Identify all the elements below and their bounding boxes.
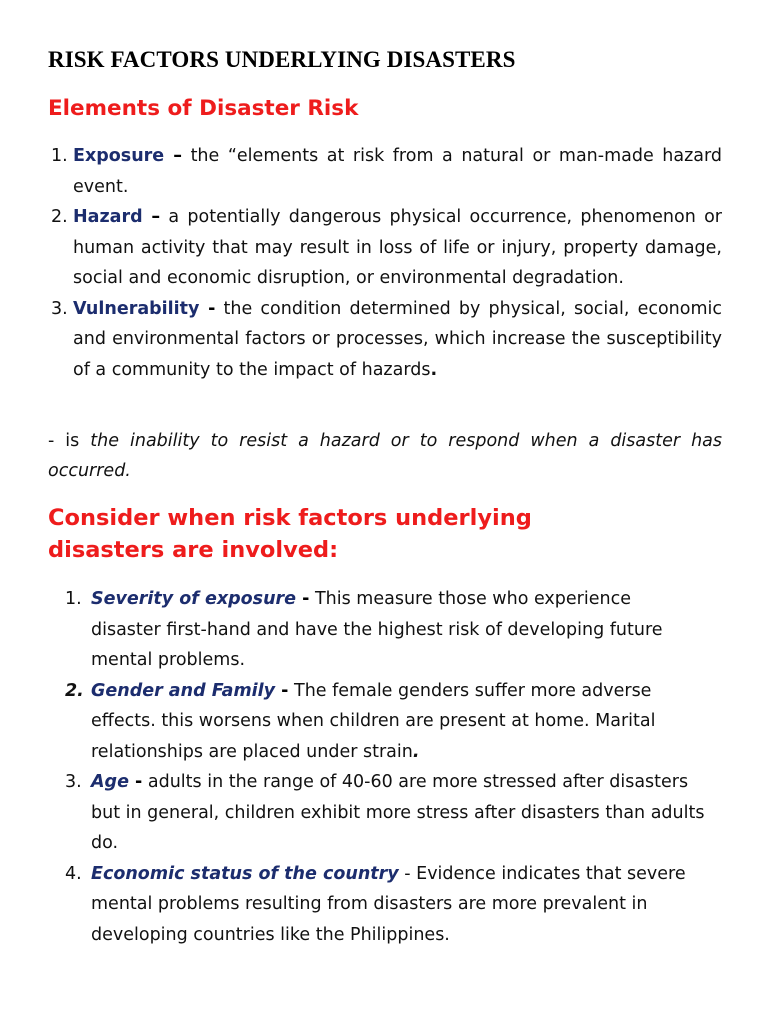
item-term: Vulnerability — [73, 298, 200, 319]
item-end: . — [430, 359, 438, 380]
item-text: a potentially dangerous physical occurrence, phenomenon or human activity that may result in loss of life or injury, property damage, social and economic disruption, or environmental degradation. — [73, 207, 722, 288]
list-item — [48, 202, 722, 294]
item-separator: - — [199, 298, 216, 319]
risk-factors-list — [65, 584, 705, 950]
item-term: Hazard — [73, 207, 143, 227]
item-number: 2. — [51, 207, 68, 227]
item-text: adults in the range of 40-60 are more stressed after disasters but in general, children exhibit more stress after disasters than adults do. — [91, 772, 705, 853]
elements-list — [48, 141, 722, 385]
note-text: the inability to resist a hazard or to respond when a disaster has occurred. — [48, 431, 723, 481]
item-text: The female genders suffer more adverse effects. this worsens when children are present at home. Marital relationships are placed under strain — [91, 680, 656, 762]
list-item — [65, 676, 705, 768]
item-separator: – — [164, 146, 183, 166]
list-item — [48, 294, 722, 386]
item-term: Age — [91, 772, 129, 792]
item-number: 3. — [65, 772, 82, 792]
item-text: This measure those who experience disaster first-hand and have the highest risk of developing future mental problems. — [91, 589, 663, 670]
item-separator: - — [128, 772, 143, 792]
list-item — [65, 859, 705, 951]
list-item — [48, 141, 722, 202]
item-term: Gender and Family — [91, 680, 276, 701]
list-item — [65, 584, 705, 676]
item-text: Evidence indicates that severe mental problems resulting from disasters are more prevalent in developing countries like the Philippines. — [91, 863, 686, 945]
note-prefix: - is — [48, 431, 91, 451]
item-number: 1. — [51, 146, 68, 166]
item-text: the “elements at risk from a natural or man-made hazard event. — [73, 146, 723, 197]
item-term: Severity of exposure — [91, 589, 297, 609]
item-term: Exposure — [73, 146, 165, 166]
item-end: . — [412, 741, 420, 762]
item-number: 2. — [65, 680, 84, 701]
vulnerability-note — [48, 426, 722, 486]
item-term: Economic status of the country — [91, 863, 399, 884]
item-number: 3. — [51, 298, 68, 319]
page-title: RISK FACTORS UNDERLYING DISASTERS — [48, 47, 516, 72]
section-heading-consider: Consider when risk factors underlying disasters are involved: — [48, 505, 532, 563]
item-text: the condition determined by physical, social, economic and environmental factors or processes, which increase the susceptibility of a community to the impact of hazards — [73, 298, 722, 380]
section-heading-elements: Elements of Disaster Risk — [48, 96, 359, 121]
item-number: 1. — [65, 589, 82, 609]
item-separator: – — [142, 207, 161, 227]
item-separator: - — [296, 589, 310, 609]
list-item — [65, 767, 705, 859]
item-separator: - — [275, 680, 289, 701]
item-separator: - — [398, 863, 411, 884]
item-number: 4. — [65, 863, 82, 884]
